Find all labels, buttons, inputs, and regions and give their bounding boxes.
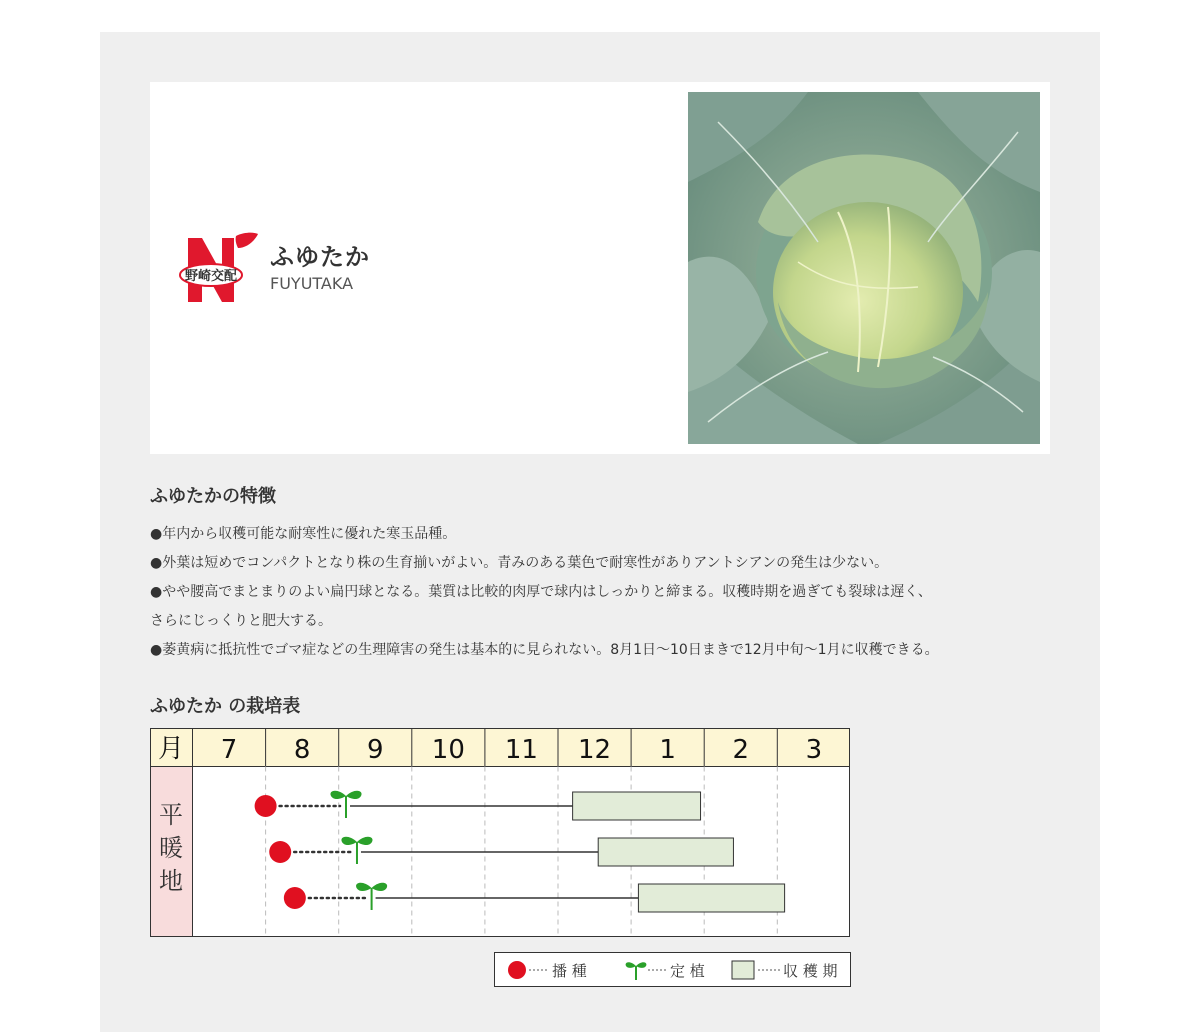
sowing-marker [255,795,277,817]
month-tick-label: 1 [659,735,676,765]
product-name-en: FUYUTAKA [270,274,354,293]
nozaki-brand-logo [178,230,258,310]
feature-item: ●年内から収穫可能な耐寒性に優れた寒玉品種。 [150,526,457,542]
sowing-marker [284,887,306,909]
content-panel [100,32,1100,1032]
feature-item: ●外葉は短めでコンパクトとなり株の生育揃いがよい。青みのある葉色で耐寒性がありアントシアンの発生は少ない。 [150,555,889,571]
month-tick-label: 9 [366,735,384,765]
month-tick-label: 8 [293,735,311,765]
product-hero [150,82,1050,454]
harvest-period-bar [598,838,733,866]
cabbage-photo [688,92,1040,444]
feature-item: さらにじっくりと肥大する。 [150,613,332,629]
month-header-label: 月 [157,734,185,764]
region-label-char: 平 [159,801,183,829]
cultivation-chart [150,728,852,990]
features-list [150,520,1050,665]
month-tick-label: 3 [805,735,823,765]
brand-logo-text: 野崎交配 [184,269,238,284]
month-tick-label: 7 [220,735,238,765]
cultivation-table-title: ふゆたか の栽培表 [150,696,301,717]
feature-item: ●やや腰高でまとまりのよい扁円球となる。葉質は比較的肉厚で球内はしっかりと締まる。収穫時期を過ぎても裂球は遅く、 [150,584,932,600]
legend-sowing-label: 播 種 [552,962,587,980]
chart-legend [495,953,851,987]
harvest-period-bar [573,792,701,820]
month-tick-label: 10 [431,735,465,765]
feature-item: ●萎黄病に抵抗性でゴマ症などの生理障害の発生は基本的に見られない。8月1日〜10日まきで12月中旬〜1月に収穫できる。 [150,642,939,658]
harvest-legend-icon [732,961,754,979]
harvest-period-bar [638,884,784,912]
sowing-marker [269,841,291,863]
region-label-char: 暖 [159,834,183,862]
legend-planting-label: 定 植 [670,962,705,980]
month-tick-label: 2 [732,735,750,765]
month-tick-label: 11 [504,735,538,765]
region-label-char: 地 [159,867,183,895]
sowing-legend-icon [508,961,526,979]
legend-harvest-label: 収 穫 期 [783,962,838,980]
month-tick-label: 12 [578,735,612,765]
features-title: ふゆたかの特徴 [150,486,276,507]
product-name: ふゆたか [270,243,370,271]
